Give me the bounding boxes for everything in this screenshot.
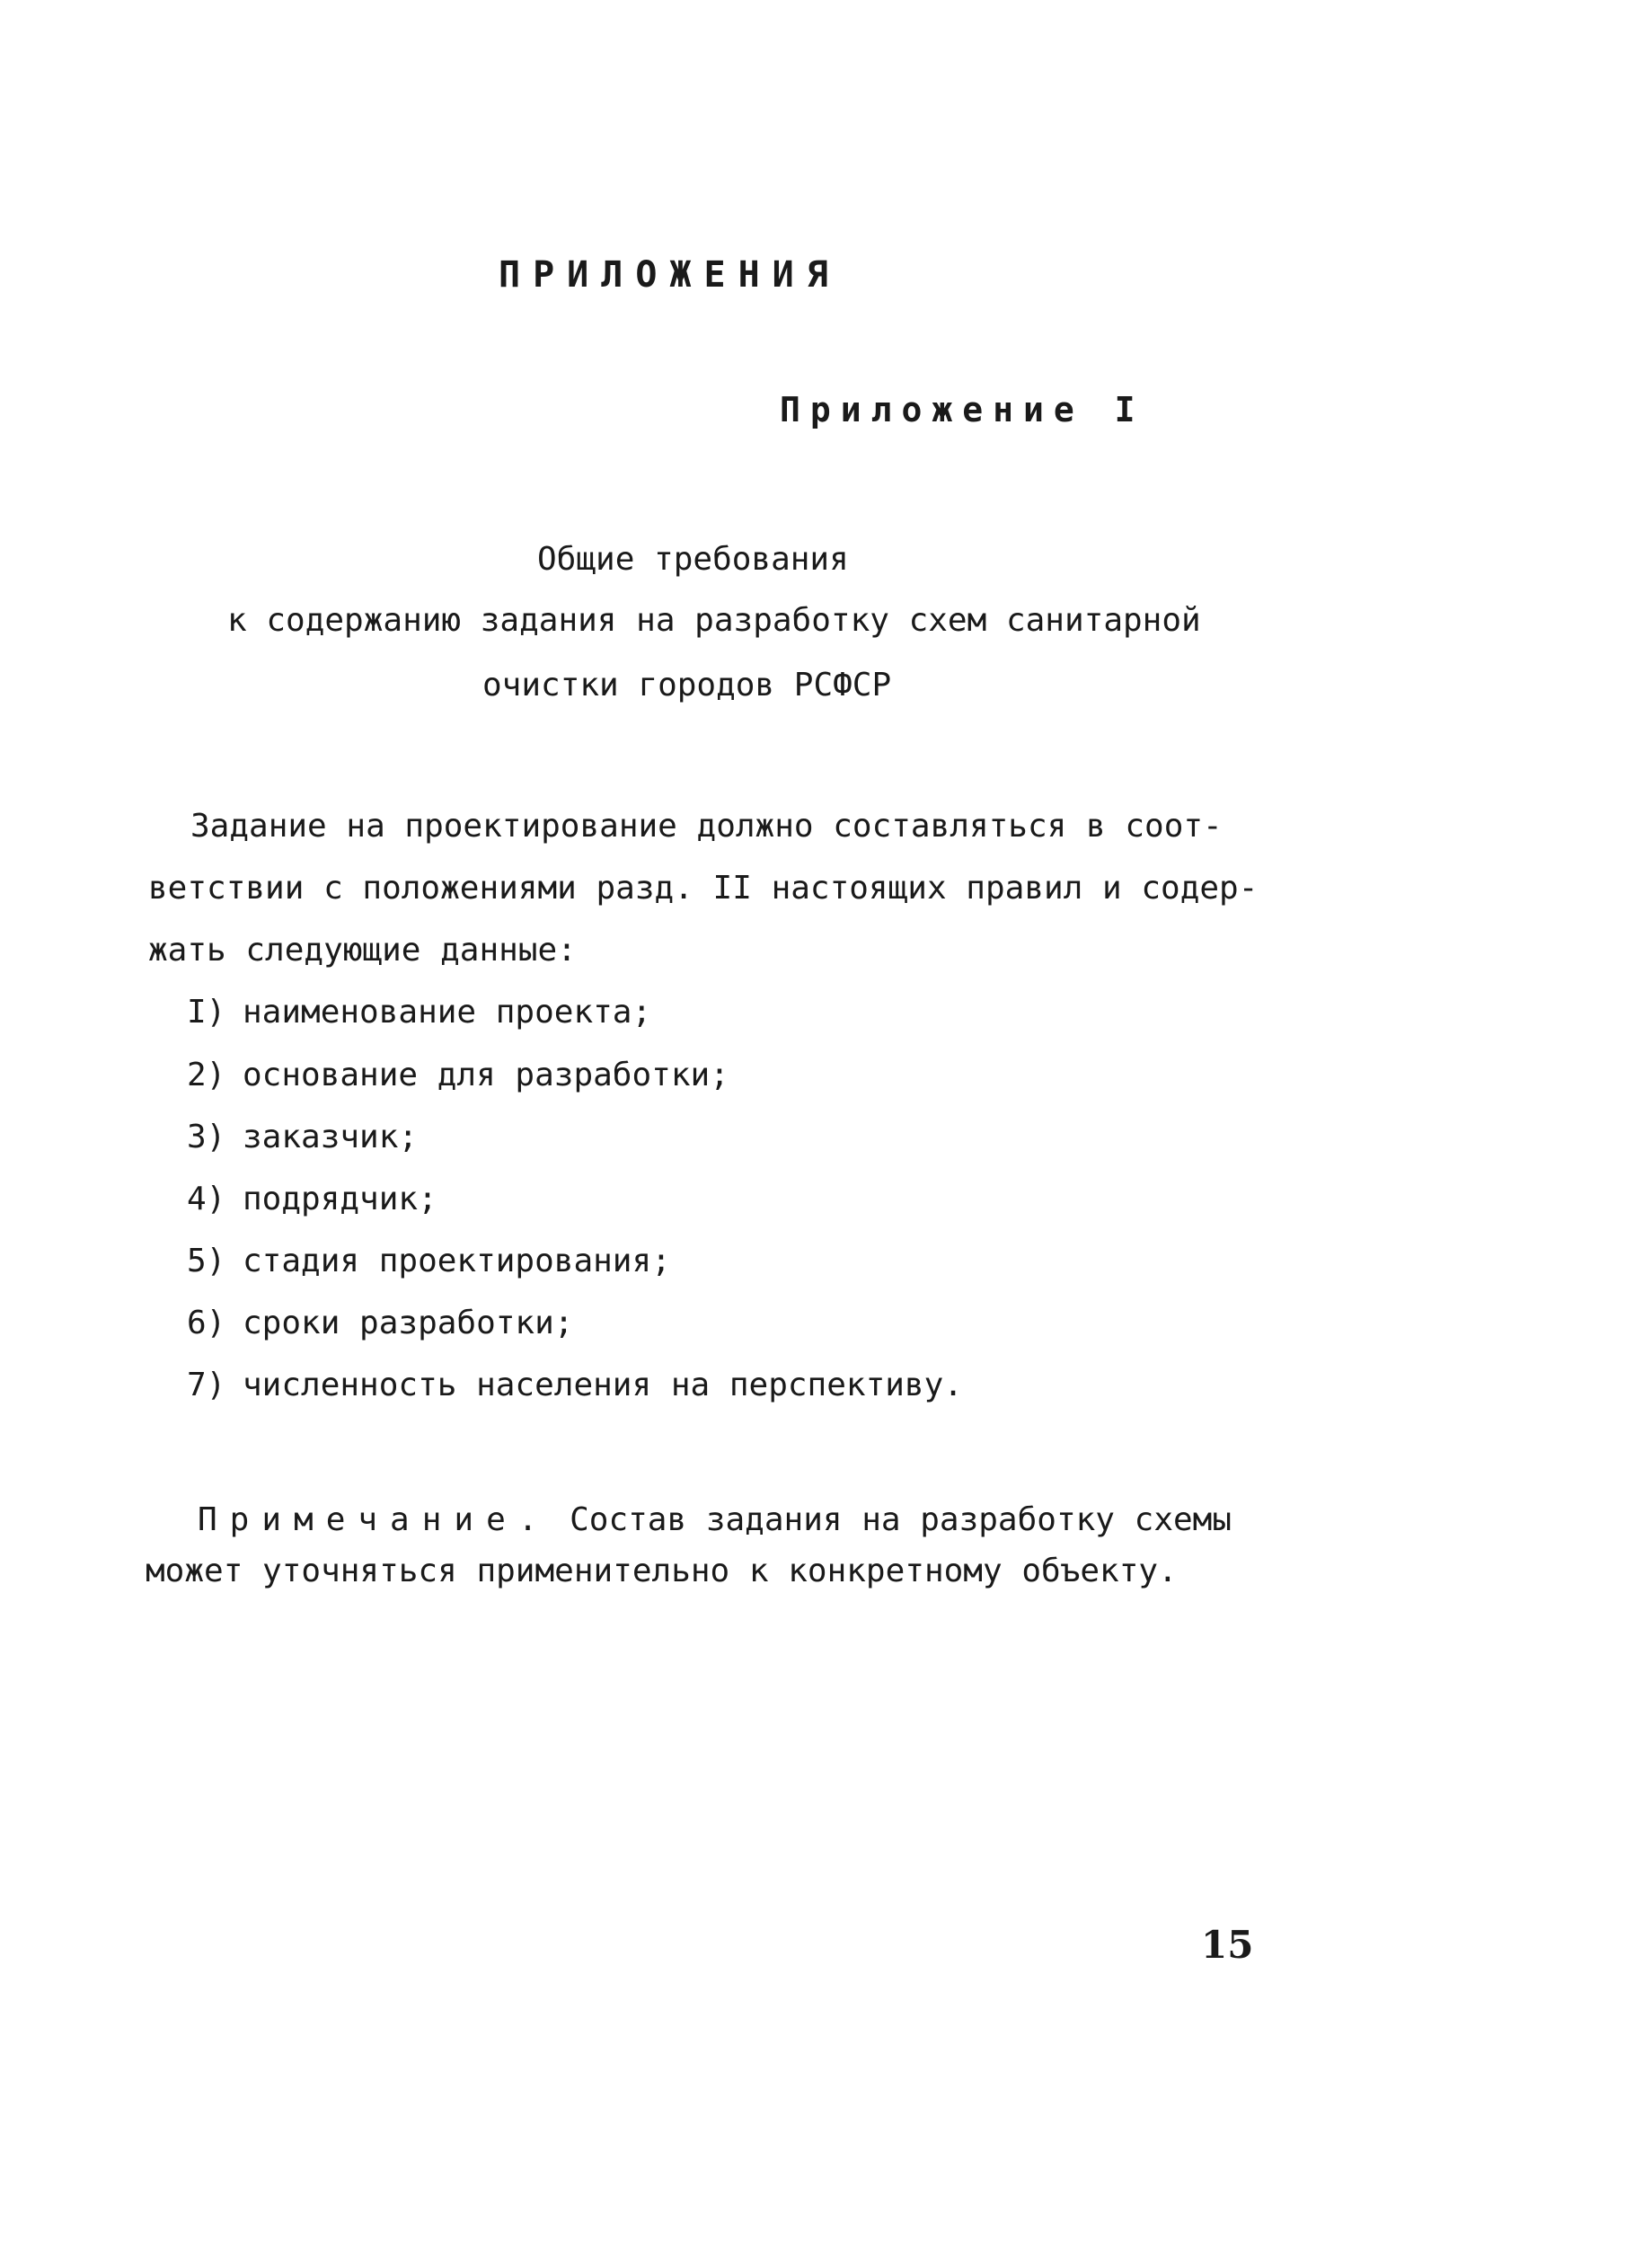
- list-item-number: 3): [187, 1119, 226, 1155]
- paragraph-line-2: ветствии с положениями разд. II настоящих правил и содер-: [148, 870, 1259, 907]
- note-line-2: может уточняться применительно к конкретному объекту.: [146, 1553, 1178, 1589]
- note-line-1-text: Состав задания на разработку схемы: [570, 1501, 1232, 1538]
- list-item: [187, 1057, 729, 1093]
- list-item: [187, 1367, 963, 1403]
- title-line-2: к содержанию задания на разработку схем санитарной: [227, 602, 1201, 639]
- appendix-label: Приложение I: [780, 390, 1145, 429]
- list-item-number: I): [187, 994, 226, 1031]
- list-item: [187, 1305, 573, 1341]
- list-item-number: 5): [187, 1243, 226, 1279]
- list-item-text: заказчик;: [243, 1119, 419, 1155]
- page-number: 15: [1201, 1923, 1254, 1967]
- list-item: [187, 994, 651, 1031]
- title-line-1: Общие требования: [537, 541, 849, 578]
- section-heading: ПРИЛОЖЕНИЯ: [499, 254, 841, 296]
- list-item-text: стадия проектирования;: [243, 1243, 671, 1279]
- list-item-text: наименование проекта;: [243, 994, 652, 1031]
- list-item-text: основание для разработки;: [243, 1057, 729, 1093]
- list-item: [187, 1119, 418, 1155]
- list-item-text: численность населения на перспективу.: [243, 1367, 963, 1403]
- note: [198, 1501, 1232, 1538]
- paragraph-line-1: Задание на проектирование должно составляться в соот-: [190, 808, 1223, 845]
- note-label: Примечание.: [198, 1501, 551, 1538]
- title-line-3: очистки городов РСФСР: [482, 667, 892, 704]
- list-item-number: 6): [187, 1305, 226, 1341]
- list-item-text: подрядчик;: [243, 1181, 437, 1217]
- paragraph-line-3: жать следующие данные:: [148, 932, 577, 969]
- list-item: [187, 1243, 671, 1279]
- list-item-text: сроки разработки;: [243, 1305, 574, 1341]
- list-item: [187, 1181, 437, 1217]
- list-item-number: 7): [187, 1367, 226, 1403]
- list-item-number: 4): [187, 1181, 226, 1217]
- list-item-number: 2): [187, 1057, 226, 1093]
